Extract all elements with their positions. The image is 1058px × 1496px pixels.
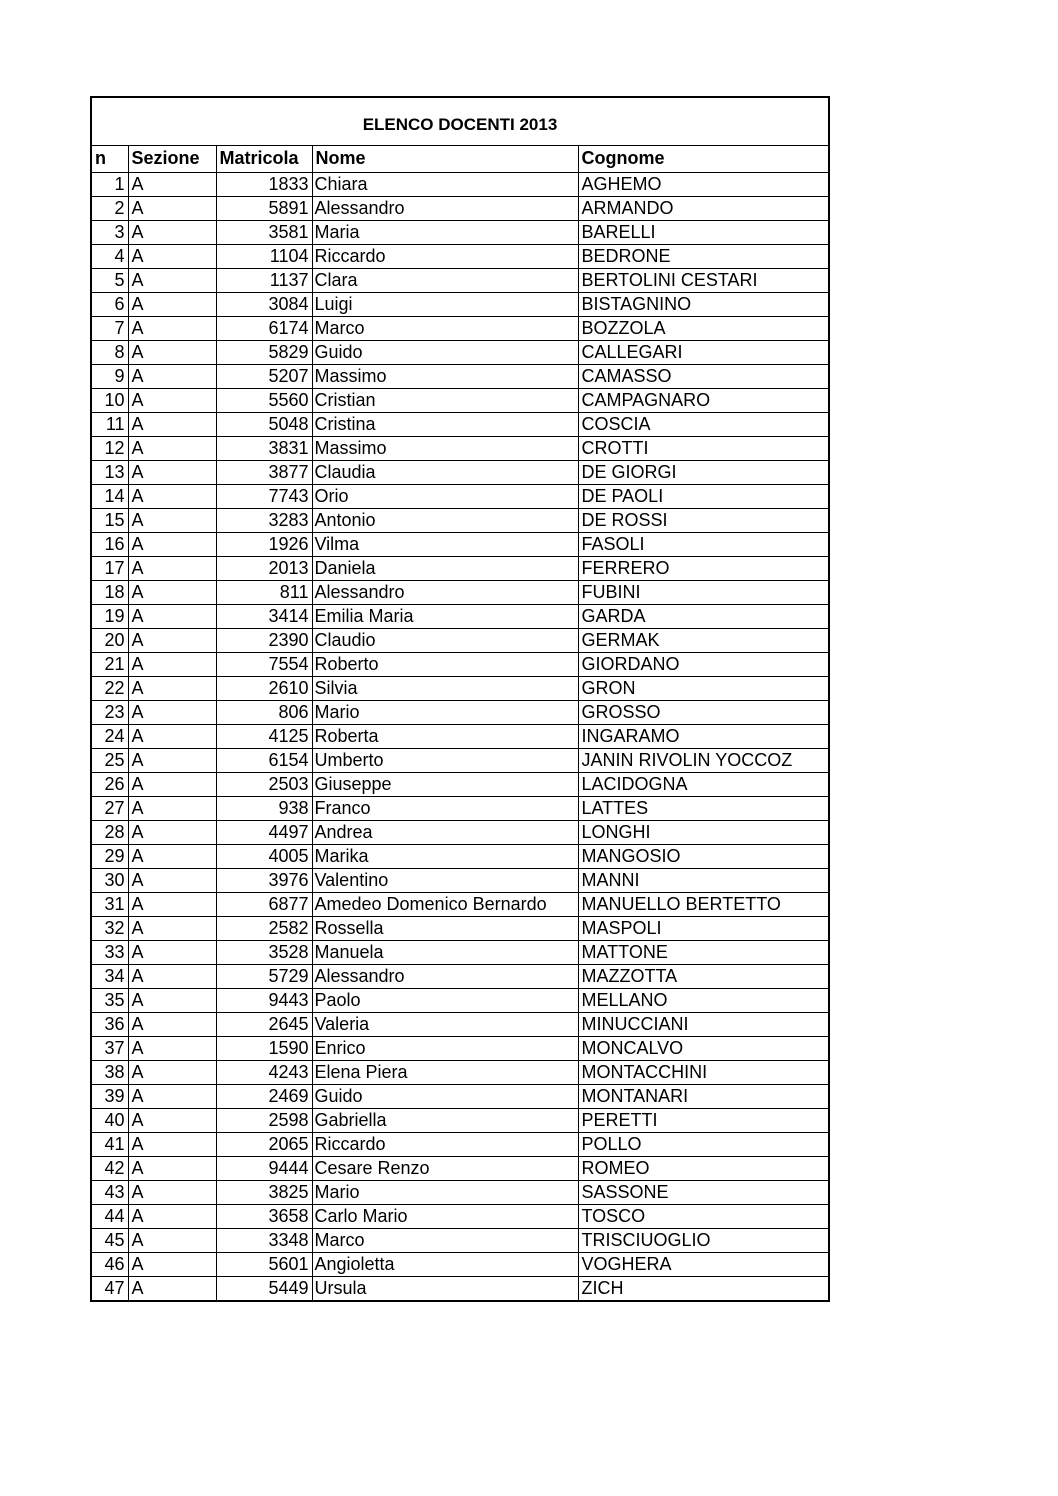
cell-cognome: FUBINI xyxy=(578,580,828,604)
cell-n: 43 xyxy=(92,1180,128,1204)
cell-matricola: 4005 xyxy=(216,844,312,868)
table-row xyxy=(92,844,828,868)
cell-n: 45 xyxy=(92,1228,128,1252)
cell-cognome: CAMPAGNARO xyxy=(578,388,828,412)
cell-matricola: 5560 xyxy=(216,388,312,412)
cell-cognome: BISTAGNINO xyxy=(578,292,828,316)
cell-n: 7 xyxy=(92,316,128,340)
table-row xyxy=(92,1228,828,1252)
table-row xyxy=(92,1276,828,1300)
table-row xyxy=(92,796,828,820)
cell-matricola: 938 xyxy=(216,796,312,820)
cell-nome: Rossella xyxy=(312,916,578,940)
cell-cognome: LATTES xyxy=(578,796,828,820)
sheet-title: ELENCO DOCENTI 2013 xyxy=(92,98,828,146)
docenti-table xyxy=(92,146,828,1300)
cell-sezione: A xyxy=(128,748,216,772)
cell-matricola: 2598 xyxy=(216,1108,312,1132)
cell-n: 30 xyxy=(92,868,128,892)
cell-cognome: MANNI xyxy=(578,868,828,892)
cell-nome: Ursula xyxy=(312,1276,578,1300)
cell-n: 26 xyxy=(92,772,128,796)
cell-n: 27 xyxy=(92,796,128,820)
cell-cognome: CALLEGARI xyxy=(578,340,828,364)
cell-matricola: 3414 xyxy=(216,604,312,628)
cell-nome: Massimo xyxy=(312,436,578,460)
cell-matricola: 3825 xyxy=(216,1180,312,1204)
cell-nome: Chiara xyxy=(312,172,578,196)
cell-n: 19 xyxy=(92,604,128,628)
table-row xyxy=(92,820,828,844)
table-body xyxy=(92,172,828,1300)
cell-cognome: GRON xyxy=(578,676,828,700)
cell-n: 41 xyxy=(92,1132,128,1156)
cell-matricola: 6174 xyxy=(216,316,312,340)
cell-sezione: A xyxy=(128,412,216,436)
cell-sezione: A xyxy=(128,796,216,820)
cell-n: 23 xyxy=(92,700,128,724)
cell-nome: Maria xyxy=(312,220,578,244)
cell-nome: Giuseppe xyxy=(312,772,578,796)
cell-sezione: A xyxy=(128,772,216,796)
cell-sezione: A xyxy=(128,820,216,844)
cell-nome: Manuela xyxy=(312,940,578,964)
cell-n: 18 xyxy=(92,580,128,604)
cell-nome: Cristina xyxy=(312,412,578,436)
cell-nome: Alessandro xyxy=(312,580,578,604)
cell-nome: Cristian xyxy=(312,388,578,412)
cell-nome: Roberta xyxy=(312,724,578,748)
cell-nome: Franco xyxy=(312,796,578,820)
cell-n: 44 xyxy=(92,1204,128,1228)
table-row xyxy=(92,1108,828,1132)
cell-sezione: A xyxy=(128,940,216,964)
table-row xyxy=(92,220,828,244)
cell-matricola: 3976 xyxy=(216,868,312,892)
cell-n: 42 xyxy=(92,1156,128,1180)
cell-sezione: A xyxy=(128,916,216,940)
cell-cognome: GERMAK xyxy=(578,628,828,652)
table-row xyxy=(92,988,828,1012)
cell-cognome: LONGHI xyxy=(578,820,828,844)
table-row xyxy=(92,244,828,268)
cell-nome: Marco xyxy=(312,316,578,340)
cell-cognome: GIORDANO xyxy=(578,652,828,676)
cell-n: 20 xyxy=(92,628,128,652)
cell-cognome: SASSONE xyxy=(578,1180,828,1204)
cell-n: 34 xyxy=(92,964,128,988)
cell-nome: Riccardo xyxy=(312,244,578,268)
cell-nome: Massimo xyxy=(312,364,578,388)
cell-sezione: A xyxy=(128,244,216,268)
cell-nome: Claudio xyxy=(312,628,578,652)
cell-n: 38 xyxy=(92,1060,128,1084)
header-nome: Nome xyxy=(312,146,578,172)
cell-nome: Umberto xyxy=(312,748,578,772)
cell-cognome: MANUELLO BERTETTO xyxy=(578,892,828,916)
cell-n: 29 xyxy=(92,844,128,868)
table-row xyxy=(92,700,828,724)
cell-matricola: 811 xyxy=(216,580,312,604)
table-row xyxy=(92,460,828,484)
cell-sezione: A xyxy=(128,1036,216,1060)
cell-nome: Roberto xyxy=(312,652,578,676)
cell-sezione: A xyxy=(128,964,216,988)
cell-matricola: 4243 xyxy=(216,1060,312,1084)
table-row xyxy=(92,412,828,436)
cell-cognome: DE PAOLI xyxy=(578,484,828,508)
cell-n: 36 xyxy=(92,1012,128,1036)
cell-sezione: A xyxy=(128,484,216,508)
table-row xyxy=(92,892,828,916)
header-cognome: Cognome xyxy=(578,146,828,172)
cell-n: 10 xyxy=(92,388,128,412)
cell-cognome: COSCIA xyxy=(578,412,828,436)
table-row xyxy=(92,388,828,412)
cell-cognome: BARELLI xyxy=(578,220,828,244)
cell-matricola: 2645 xyxy=(216,1012,312,1036)
cell-sezione: A xyxy=(128,508,216,532)
cell-n: 28 xyxy=(92,820,128,844)
cell-nome: Angioletta xyxy=(312,1252,578,1276)
cell-n: 37 xyxy=(92,1036,128,1060)
cell-n: 39 xyxy=(92,1084,128,1108)
cell-matricola: 7554 xyxy=(216,652,312,676)
cell-nome: Enrico xyxy=(312,1036,578,1060)
cell-cognome: MONTANARI xyxy=(578,1084,828,1108)
cell-sezione: A xyxy=(128,220,216,244)
table-row xyxy=(92,748,828,772)
cell-nome: Marika xyxy=(312,844,578,868)
cell-cognome: ZICH xyxy=(581,1277,624,1298)
cell-cognome: VOGHERA xyxy=(578,1252,828,1276)
cell-matricola: 3581 xyxy=(216,220,312,244)
cell-n: 14 xyxy=(92,484,128,508)
cell-matricola: 5207 xyxy=(216,364,312,388)
cell-sezione: A xyxy=(128,1012,216,1036)
cell-sezione: A xyxy=(128,676,216,700)
cell-nome: Orio xyxy=(312,484,578,508)
cell-nome: Riccardo xyxy=(312,1132,578,1156)
table-row xyxy=(92,508,828,532)
cell-sezione: A xyxy=(128,844,216,868)
cell-matricola: 2390 xyxy=(216,628,312,652)
cell-n: 12 xyxy=(92,436,128,460)
cell-cognome: BERTOLINI CESTARI xyxy=(578,268,828,292)
cell-matricola: 7743 xyxy=(216,484,312,508)
cell-n: 24 xyxy=(92,724,128,748)
cell-matricola: 6877 xyxy=(216,892,312,916)
table-row xyxy=(92,1204,828,1228)
cell-sezione: A xyxy=(128,1108,216,1132)
header-sezione: Sezione xyxy=(128,146,216,172)
table-row xyxy=(92,1060,828,1084)
cell-cognome: CROTTI xyxy=(578,436,828,460)
table-row xyxy=(92,724,828,748)
cell-cognome: JANIN RIVOLIN YOCCOZ xyxy=(578,748,828,772)
cell-matricola: 2065 xyxy=(216,1132,312,1156)
cell-n: 15 xyxy=(92,508,128,532)
cell-nome: Gabriella xyxy=(312,1108,578,1132)
cell-cognome: GROSSO xyxy=(578,700,828,724)
table-row xyxy=(92,772,828,796)
cell-sezione: A xyxy=(128,1084,216,1108)
table-row xyxy=(92,964,828,988)
table-row xyxy=(92,1156,828,1180)
cell-nome: Vilma xyxy=(312,532,578,556)
cell-matricola: 3084 xyxy=(216,292,312,316)
cell-cognome: TOSCO xyxy=(578,1204,828,1228)
cell-n: 16 xyxy=(92,532,128,556)
cell-matricola: 3877 xyxy=(216,460,312,484)
cell-cognome: MANGOSIO xyxy=(578,844,828,868)
table-row xyxy=(92,1180,828,1204)
docenti-sheet xyxy=(90,96,830,1302)
cell-cognome: DE ROSSI xyxy=(578,508,828,532)
cell-cognome: ARMANDO xyxy=(578,196,828,220)
cell-cognome: FERRERO xyxy=(578,556,828,580)
cell-matricola: 3658 xyxy=(216,1204,312,1228)
cell-n: 22 xyxy=(92,676,128,700)
cell-n: 46 xyxy=(92,1252,128,1276)
cell-matricola: 2582 xyxy=(216,916,312,940)
table-row xyxy=(92,1036,828,1060)
cell-matricola: 806 xyxy=(216,700,312,724)
cell-nome: Marco xyxy=(312,1228,578,1252)
cell-matricola: 3348 xyxy=(216,1228,312,1252)
cell-cognome: MAZZOTTA xyxy=(578,964,828,988)
cell-cognome: ROMEO xyxy=(578,1156,828,1180)
cell-nome: Carlo Mario xyxy=(312,1204,578,1228)
cell-nome: Paolo xyxy=(312,988,578,1012)
table-row xyxy=(92,364,828,388)
cell-sezione: A xyxy=(128,892,216,916)
table-row xyxy=(92,268,828,292)
cell-sezione: A xyxy=(128,868,216,892)
cell-nome: Guido xyxy=(312,1084,578,1108)
cell-sezione: A xyxy=(128,316,216,340)
cell-matricola: 3283 xyxy=(216,508,312,532)
table-row xyxy=(92,676,828,700)
cell-nome: Mario xyxy=(312,700,578,724)
cell-nome: Alessandro xyxy=(312,196,578,220)
table-row xyxy=(92,532,828,556)
cell-sezione: A xyxy=(128,340,216,364)
cell-n: 25 xyxy=(92,748,128,772)
cell-n: 6 xyxy=(92,292,128,316)
cell-nome: Andrea xyxy=(312,820,578,844)
cell-cognome: MONTACCHINI xyxy=(578,1060,828,1084)
cell-sezione: A xyxy=(128,628,216,652)
cell-cognome: MINUCCIANI xyxy=(578,1012,828,1036)
cell-n: 32 xyxy=(92,916,128,940)
cell-nome: Alessandro xyxy=(312,964,578,988)
cell-matricola: 2610 xyxy=(216,676,312,700)
cell-n: 4 xyxy=(92,244,128,268)
cell-sezione: A xyxy=(128,1060,216,1084)
cell-sezione: A xyxy=(128,1156,216,1180)
cell-sezione: A xyxy=(128,532,216,556)
cell-sezione: A xyxy=(128,580,216,604)
cell-nome: Clara xyxy=(312,268,578,292)
table-row xyxy=(92,1132,828,1156)
cell-sezione: A xyxy=(128,268,216,292)
table-row xyxy=(92,628,828,652)
cell-matricola: 5449 xyxy=(216,1276,312,1300)
cell-cognome: BEDRONE xyxy=(578,244,828,268)
cell-nome: Valeria xyxy=(312,1012,578,1036)
table-row xyxy=(92,940,828,964)
table-row xyxy=(92,172,828,196)
cell-n: 2 xyxy=(92,196,128,220)
cell-cognome: DE GIORGI xyxy=(578,460,828,484)
cell-nome: Mario xyxy=(312,1180,578,1204)
table-row xyxy=(92,556,828,580)
cell-matricola: 9444 xyxy=(216,1156,312,1180)
cell-nome: Amedeo Domenico Bernardo xyxy=(312,892,578,916)
cell-sezione: A xyxy=(128,388,216,412)
table-row xyxy=(92,340,828,364)
cell-matricola: 1926 xyxy=(216,532,312,556)
table-row xyxy=(92,652,828,676)
cell-n: 13 xyxy=(92,460,128,484)
cell-matricola: 2503 xyxy=(216,772,312,796)
cell-n: 3 xyxy=(92,220,128,244)
cell-cognome: POLLO xyxy=(578,1132,828,1156)
cell-matricola: 3528 xyxy=(216,940,312,964)
cell-sezione: A xyxy=(128,556,216,580)
cell-matricola: 5048 xyxy=(216,412,312,436)
cell-nome: Emilia Maria xyxy=(312,604,578,628)
cell-matricola: 1590 xyxy=(216,1036,312,1060)
cell-n: 33 xyxy=(92,940,128,964)
cell-sezione: A xyxy=(128,364,216,388)
cell-sezione: A xyxy=(128,604,216,628)
cell-cognome: MELLANO xyxy=(578,988,828,1012)
cell-sezione: A xyxy=(128,1180,216,1204)
cell-sezione: A xyxy=(128,724,216,748)
cell-cognome: MATTONE xyxy=(578,940,828,964)
cell-n: 9 xyxy=(92,364,128,388)
cell-matricola: 5891 xyxy=(216,196,312,220)
cell-matricola: 2013 xyxy=(216,556,312,580)
cell-sezione: A xyxy=(128,1276,216,1300)
cell-matricola: 5601 xyxy=(216,1252,312,1276)
header-row xyxy=(92,146,828,172)
cell-matricola: 1137 xyxy=(216,268,312,292)
cell-sezione: A xyxy=(128,652,216,676)
cell-matricola: 5729 xyxy=(216,964,312,988)
table-row xyxy=(92,916,828,940)
cell-sezione: A xyxy=(128,1132,216,1156)
cell-cognome: TRISCIUOGLIO xyxy=(578,1228,828,1252)
cell-cognome: INGARAMO xyxy=(578,724,828,748)
table-row xyxy=(92,868,828,892)
cell-sezione: A xyxy=(128,988,216,1012)
cell-cognome: MASPOLI xyxy=(578,916,828,940)
cell-n: 17 xyxy=(92,556,128,580)
cell-nome: Claudia xyxy=(312,460,578,484)
cell-n: 35 xyxy=(92,988,128,1012)
cell-cognome: AGHEMO xyxy=(578,172,828,196)
table-row xyxy=(92,196,828,220)
cell-nome: Cesare Renzo xyxy=(312,1156,578,1180)
table-row xyxy=(92,316,828,340)
table-row xyxy=(92,580,828,604)
cell-n: 31 xyxy=(92,892,128,916)
cell-matricola: 6154 xyxy=(216,748,312,772)
cell-nome: Guido xyxy=(312,340,578,364)
cell-n: 1 xyxy=(92,172,128,196)
cell-matricola: 9443 xyxy=(216,988,312,1012)
header-matricola: Matricola xyxy=(216,146,312,172)
cell-sezione: A xyxy=(128,1204,216,1228)
cell-matricola: 1833 xyxy=(216,172,312,196)
table-row xyxy=(92,436,828,460)
cell-sezione: A xyxy=(128,460,216,484)
table-row xyxy=(92,1084,828,1108)
cell-matricola: 1104 xyxy=(216,244,312,268)
cell-matricola: 3831 xyxy=(216,436,312,460)
cell-sezione: A xyxy=(128,172,216,196)
table-row xyxy=(92,1012,828,1036)
cell-sezione: A xyxy=(128,436,216,460)
cell-nome: Valentino xyxy=(312,868,578,892)
header-n: n xyxy=(92,146,128,172)
cell-sezione: A xyxy=(128,292,216,316)
cell-nome: Antonio xyxy=(312,508,578,532)
table-row xyxy=(92,484,828,508)
cell-sezione: A xyxy=(128,1252,216,1276)
cell-cognome: MONCALVO xyxy=(578,1036,828,1060)
cell-sezione: A xyxy=(128,1228,216,1252)
cell-cognome: BOZZOLA xyxy=(578,316,828,340)
cell-cognome: LACIDOGNA xyxy=(578,772,828,796)
table-row xyxy=(92,604,828,628)
cell-cognome: GARDA xyxy=(578,604,828,628)
cell-cognome: CAMASSO xyxy=(578,364,828,388)
cell-n: 40 xyxy=(92,1108,128,1132)
cell-nome: Silvia xyxy=(312,676,578,700)
cell-sezione: A xyxy=(128,700,216,724)
cell-nome: Elena Piera xyxy=(312,1060,578,1084)
table-row xyxy=(92,292,828,316)
cell-n: 8 xyxy=(92,340,128,364)
cell-n: 5 xyxy=(92,268,128,292)
table-row xyxy=(92,1252,828,1276)
cell-matricola: 4125 xyxy=(216,724,312,748)
cell-nome: Luigi xyxy=(312,292,578,316)
cell-cognome: FASOLI xyxy=(578,532,828,556)
cell-n: 47 xyxy=(92,1276,128,1300)
cell-nome: Daniela xyxy=(312,556,578,580)
cell-sezione: A xyxy=(128,196,216,220)
cell-matricola: 5829 xyxy=(216,340,312,364)
cell-n: 21 xyxy=(92,652,128,676)
cell-cognome: PERETTI xyxy=(578,1108,828,1132)
cell-matricola: 2469 xyxy=(216,1084,312,1108)
cell-n: 11 xyxy=(92,412,128,436)
cell-matricola: 4497 xyxy=(216,820,312,844)
